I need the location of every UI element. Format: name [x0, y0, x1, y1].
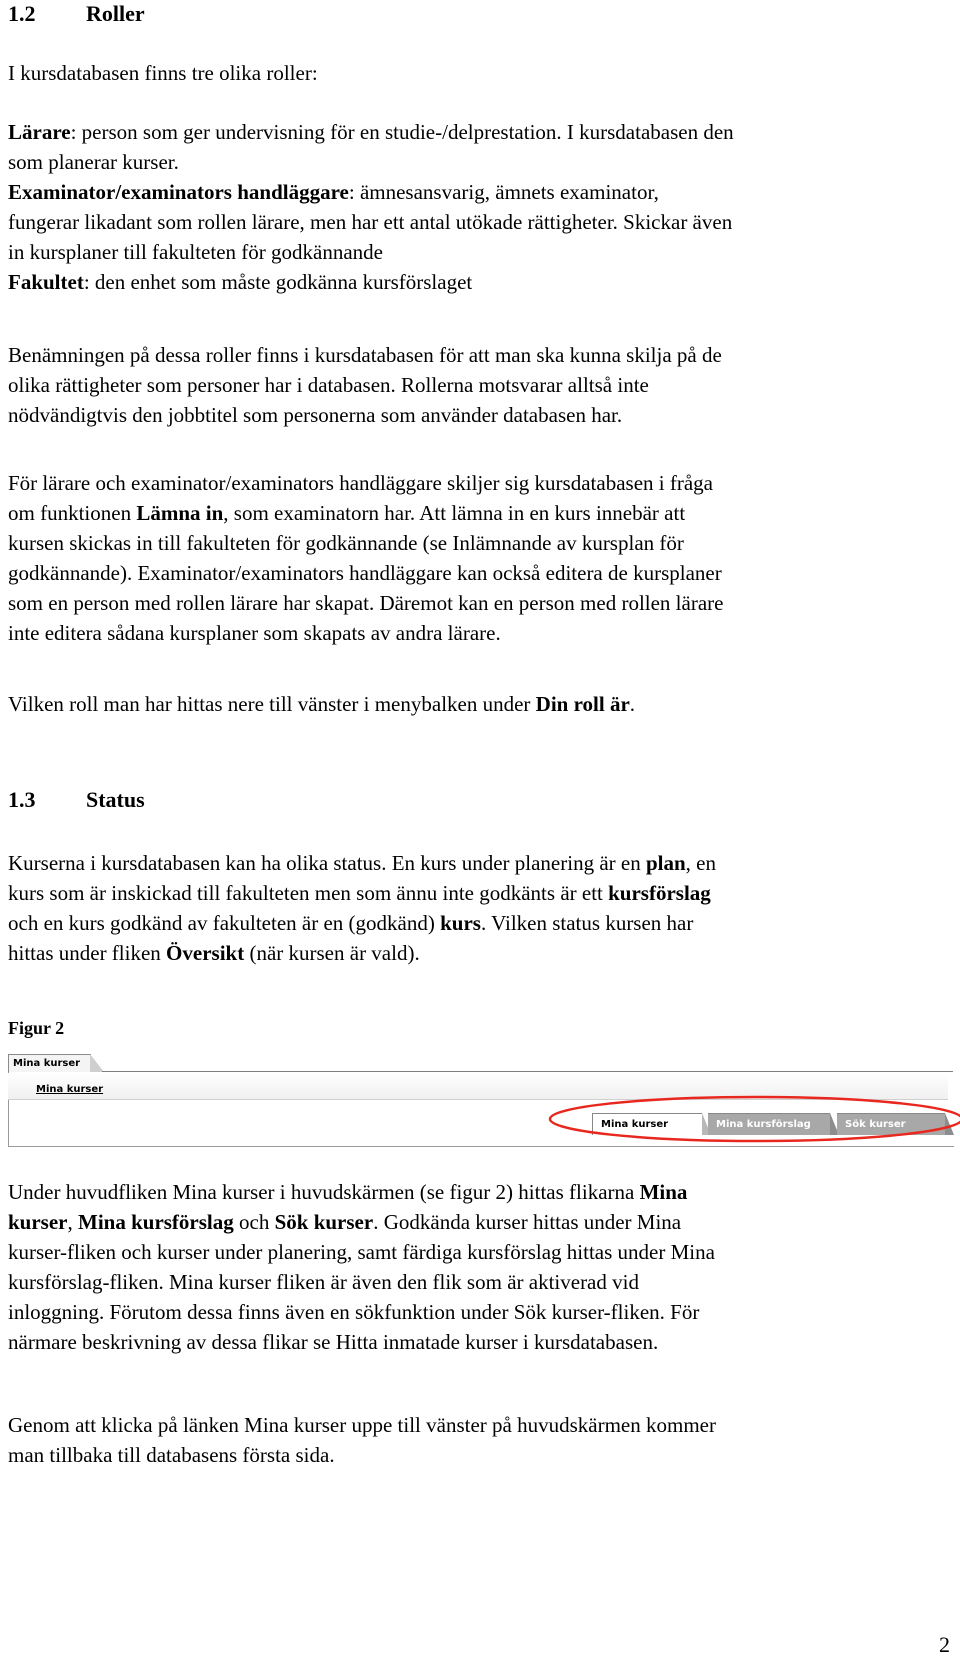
- text-run: . Godkända kurser hittas under Mina: [373, 1210, 682, 1234]
- figure-label: Figur 2: [8, 1018, 65, 1038]
- paragraph-line: inloggning. Förutom dessa finns även en sökfunktion under Sök kurser-fliken. För: [8, 1300, 700, 1324]
- paragraph-line: För lärare och examinator/examinators handläggare skiljer sig kursdatabasen i fråga: [8, 471, 713, 495]
- term-mina-kursforslag: Mina kursförslag: [78, 1210, 234, 1234]
- page-number: 2: [939, 1632, 950, 1657]
- role-exam-line-3: in kursplaner till fakulteten för godkännande: [8, 240, 383, 264]
- term-oversikt: Översikt: [166, 941, 245, 965]
- main-tab-corner: [90, 1054, 104, 1072]
- section-title: Roller: [86, 1, 145, 26]
- role-larare-term: Lärare: [8, 120, 71, 144]
- text-run: ,: [67, 1210, 78, 1234]
- role-larare-line-1: [8, 117, 953, 147]
- paragraph-lamna-in: [8, 468, 953, 648]
- paragraph-line: man tillbaka till databasens första sida.: [8, 1443, 335, 1467]
- roles-list: [8, 117, 953, 297]
- text-run: , en: [685, 851, 716, 875]
- paragraph-line: [8, 498, 953, 528]
- paragraph-line: Genom att klicka på länken Mina kurser uppe till vänster på huvudskärmen kommer: [8, 1413, 716, 1437]
- paragraph-line: nödvändigtvis den jobbtitel som personerna som använder databasen har.: [8, 403, 623, 427]
- paragraph-line: olika rättigheter som personer har i databasen. Rollerna motsvarar alltså inte: [8, 373, 649, 397]
- role-larare-text: : person som ger undervisning för en studie-/delprestation. I kursdatabasen den: [70, 120, 734, 144]
- paragraph-huvudfliken: [8, 1177, 953, 1357]
- text-run: och en kurs godkänd av fakulteten är en (godkänd): [8, 911, 441, 935]
- paragraph-line: som en person med rollen lärare har skapat. Däremot kan en person med rollen lärare: [8, 591, 724, 615]
- tab-sok-kurser[interactable]: Sök kurser: [837, 1113, 945, 1135]
- text-run: om funktionen: [8, 501, 137, 525]
- section-heading-roller: [8, 0, 145, 28]
- tab-mina-kursforslag[interactable]: Mina kursförslag: [708, 1113, 830, 1135]
- paragraph-line: [8, 689, 953, 719]
- term-kursforslag: kursförslag: [608, 881, 711, 905]
- paragraph-line: Benämningen på dessa roller finns i kursdatabasen för att man ska kunna skilja på de: [8, 343, 722, 367]
- figure-top-rule: [102, 1071, 953, 1072]
- paragraph-status: [8, 848, 953, 968]
- paragraph-line: godkännande). Examinator/examinators handläggare kan också editera de kursplaner: [8, 561, 722, 585]
- paragraph-benamning: [8, 340, 953, 430]
- role-exam-text: : ämnesansvarig, ämnets examinator,: [348, 180, 659, 204]
- tab-corner: [945, 1113, 954, 1135]
- paragraph-line: närmare beskrivning av dessa flikar se Hitta inmatade kurser i kursdatabasen.: [8, 1330, 659, 1354]
- paragraph-line: [8, 1177, 953, 1207]
- paragraph-line: [8, 938, 953, 968]
- figure-screenshot: [8, 1054, 953, 1148]
- role-exam-line-2: fungerar likadant som rollen lärare, men har ett antal utökade rättigheter. Skickar även: [8, 210, 733, 234]
- paragraph-line: [8, 1207, 953, 1237]
- figure-header-band: [8, 1073, 948, 1100]
- paragraph-line: [8, 848, 953, 878]
- paragraph-line: [8, 908, 953, 938]
- paragraph-line: kurser-fliken och kurser under planering, samt färdiga kursförslag hittas under Mina: [8, 1240, 715, 1264]
- text-run: .: [629, 692, 636, 716]
- term-mina: Mina: [639, 1180, 688, 1204]
- text-run: , som examinatorn har. Att lämna in en kurs innebär att: [223, 501, 686, 525]
- role-fak-term: Fakultet: [8, 270, 84, 294]
- role-exam-line-1: [8, 177, 953, 207]
- term-din-roll: Din roll är: [535, 692, 630, 716]
- term-kurs: kurs: [440, 911, 481, 935]
- text-run: och: [233, 1210, 275, 1234]
- role-exam-term: Examinator/examinators handläggare: [8, 180, 349, 204]
- role-fak-text: : den enhet som måste godkänna kursförslaget: [83, 270, 473, 294]
- paragraph-line: kursen skickas in till fakulteten för godkännande (se Inlämnande av kursplan för: [8, 531, 684, 555]
- main-tab-mina-kurser[interactable]: Mina kurser: [8, 1054, 91, 1072]
- section-number: 1.2: [8, 1, 36, 26]
- link-mina-kurser[interactable]: Mina kurser: [36, 1084, 104, 1095]
- role-fak-line-1: [8, 267, 953, 297]
- text-run: Kurserna i kursdatabasen kan ha olika status. En kurs under planering är en: [8, 851, 646, 875]
- tab-mina-kurser[interactable]: Mina kurser: [592, 1113, 702, 1135]
- section-title: Status: [86, 787, 145, 812]
- paragraph-line: inte editera sådana kursplaner som skapats av andra lärare.: [8, 621, 501, 645]
- term-plan: plan: [645, 851, 686, 875]
- text-run: Under huvudfliken Mina kurser i huvudskärmen (se figur 2) hittas flikarna: [8, 1180, 640, 1204]
- term-kurser: kurser: [8, 1210, 68, 1234]
- paragraph-din-roll: [8, 689, 953, 719]
- role-larare-line-2: som planerar kurser.: [8, 150, 179, 174]
- paragraph-line: kursförslag-fliken. Mina kurser fliken är även den flik som är aktiverad vid: [8, 1270, 639, 1294]
- paragraph-line: [8, 878, 953, 908]
- text-run: (när kursen är vald).: [244, 941, 420, 965]
- intro-paragraph: [8, 58, 953, 88]
- section-number: 1.3: [8, 787, 36, 812]
- paragraph-lanken: [8, 1410, 953, 1470]
- text-run: hittas under fliken: [8, 941, 167, 965]
- term-sok-kurser: Sök kurser: [274, 1210, 374, 1234]
- text-run: . Vilken status kursen har: [480, 911, 694, 935]
- section-heading-status: [8, 786, 145, 814]
- text-run: Vilken roll man har hittas nere till vänster i menybalken under: [8, 692, 536, 716]
- term-lamna-in: Lämna in: [136, 501, 224, 525]
- text-run: kurs som är inskickad till fakulteten men som ännu inte godkänts är ett: [8, 881, 609, 905]
- intro-line: I kursdatabasen finns tre olika roller:: [8, 61, 318, 85]
